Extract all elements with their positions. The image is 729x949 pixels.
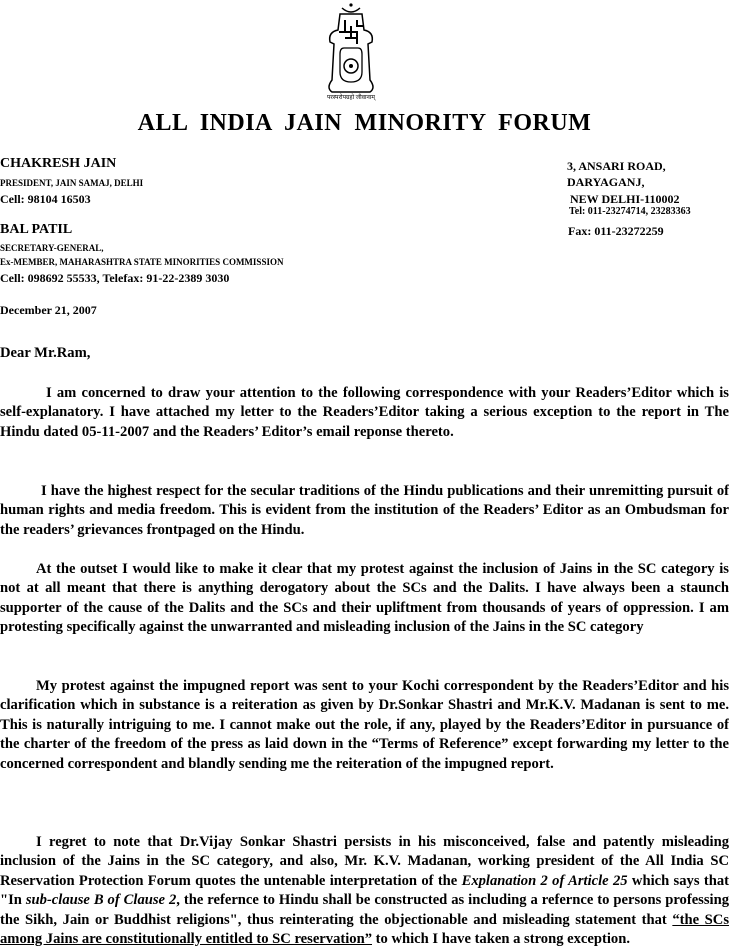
paragraph-4: My protest against the impugned report was sent to your Kochi correspondent by the Readers’Editor and his clarification which in substance is a reiteration as given by Dr.Sonkar Shastri and Mr.K.V. Madanan is sent to me. This is naturally intriguing to me. I cannot make out the role, if any, played by the Readers’Editor in pursuance of the charter of the freedom of the press as laid down in the “Terms of Reference” except forwarding my letter to the concerned correspondent and blandly sending me the reiteration of the impugned report.: [0, 678, 729, 772]
sender1-name: CHAKRESH JAIN: [0, 156, 117, 171]
address-line2: DARYAGANJ,: [567, 175, 645, 189]
page-title: ALL INDIA JAIN MINORITY FORUM: [137, 110, 592, 136]
logo-caption: परस्परोपग्रहो जीवानाम्: [326, 95, 375, 101]
paragraph-5-emphasis-clause: sub-clause B of Clause 2: [25, 892, 177, 909]
sender2-designation2: Ex-MEMBER, MAHARASHTRA STATE MINORITIES COMMISSION: [0, 257, 284, 267]
greeting: Dear Mr.Ram,: [0, 345, 91, 361]
address-tel: Tel: 011-23274714, 23283363: [569, 206, 691, 217]
paragraph-5-part-d: to which I have taken a strong exception.: [372, 931, 630, 948]
paragraph-5-underlined-quote: “the SCs among Jains are constitutionally entitled to SC reservation”: [0, 911, 729, 948]
address-line1: 3, ANSARI ROAD,: [567, 159, 666, 173]
paragraph-5-emphasis-article: Explanation 2 of Article 25: [461, 872, 628, 889]
letter-date: December 21, 2007: [0, 303, 97, 317]
sender2-designation1: SECRETARY-GENERAL,: [0, 243, 104, 253]
sender2-name: BAL PATIL: [0, 222, 73, 237]
paragraph-3: At the outset I would like to make it clear that my protest against the inclusion of Jains in the SC category is not at all meant that there is anything derogatory about the SCs and the Dalits. I have always been a staunch supporter of the cause of the Dalits and the SCs and their upliftment from thousands of years of oppression. I am protesting specifically against the unwarranted and misleading inclusion of the Jains in the SC category: [0, 561, 729, 636]
paragraph-5-part-a: I regret to note that Dr.Vijay Sonkar Shastri persists in his misconceived, false and patently misleading inclusion of the Jains in the SC category, and also, Mr. K.V. Madanan, working president of the All India SC Reservation Protection Forum quotes the untenable interpretation of the: [0, 834, 729, 889]
address-line3: NEW DELHI-110002: [570, 192, 680, 206]
paragraph-5-part-b: which says that "In: [0, 872, 729, 909]
sender2-cell: Cell: 098692 55533, Telefax: 91-22-2389 3030: [0, 271, 230, 285]
paragraph-1: I am concerned to draw your attention to the following correspondence with your Readers’Editor which is self-explanatory. I have attached my letter to the Readers’Editor taking a serious exception to the report in The Hindu dated 05-11-2007 and the Readers’ Editor’s email reponse thereto.: [0, 385, 729, 440]
paragraph-5-part-c: , the refernce to Hindu shall be constructed as including a refernce to persons professing the Sikh, Jain or Buddhist religions", thus reinterating the objectionable and misleading statement that: [0, 892, 729, 928]
paragraph-2: I have the highest respect for the secular traditions of the Hindu publications and their unremitting pursuit of human rights and media freedom. This is evident from the institution of the Readers’ Editor as an Ombudsman for the readers’ grievances frontpaged on the Hindu.: [0, 483, 729, 538]
sender1-cell: Cell: 98104 16503: [0, 192, 91, 206]
address-fax: Fax: 011-23272259: [568, 224, 664, 238]
sender1-designation: PRESIDENT, JAIN SAMAJ, DELHI: [0, 178, 144, 188]
jain-emblem-logo: [318, 2, 384, 102]
jain-emblem-icon: [318, 2, 384, 102]
paragraph-5: [0, 833, 729, 949]
